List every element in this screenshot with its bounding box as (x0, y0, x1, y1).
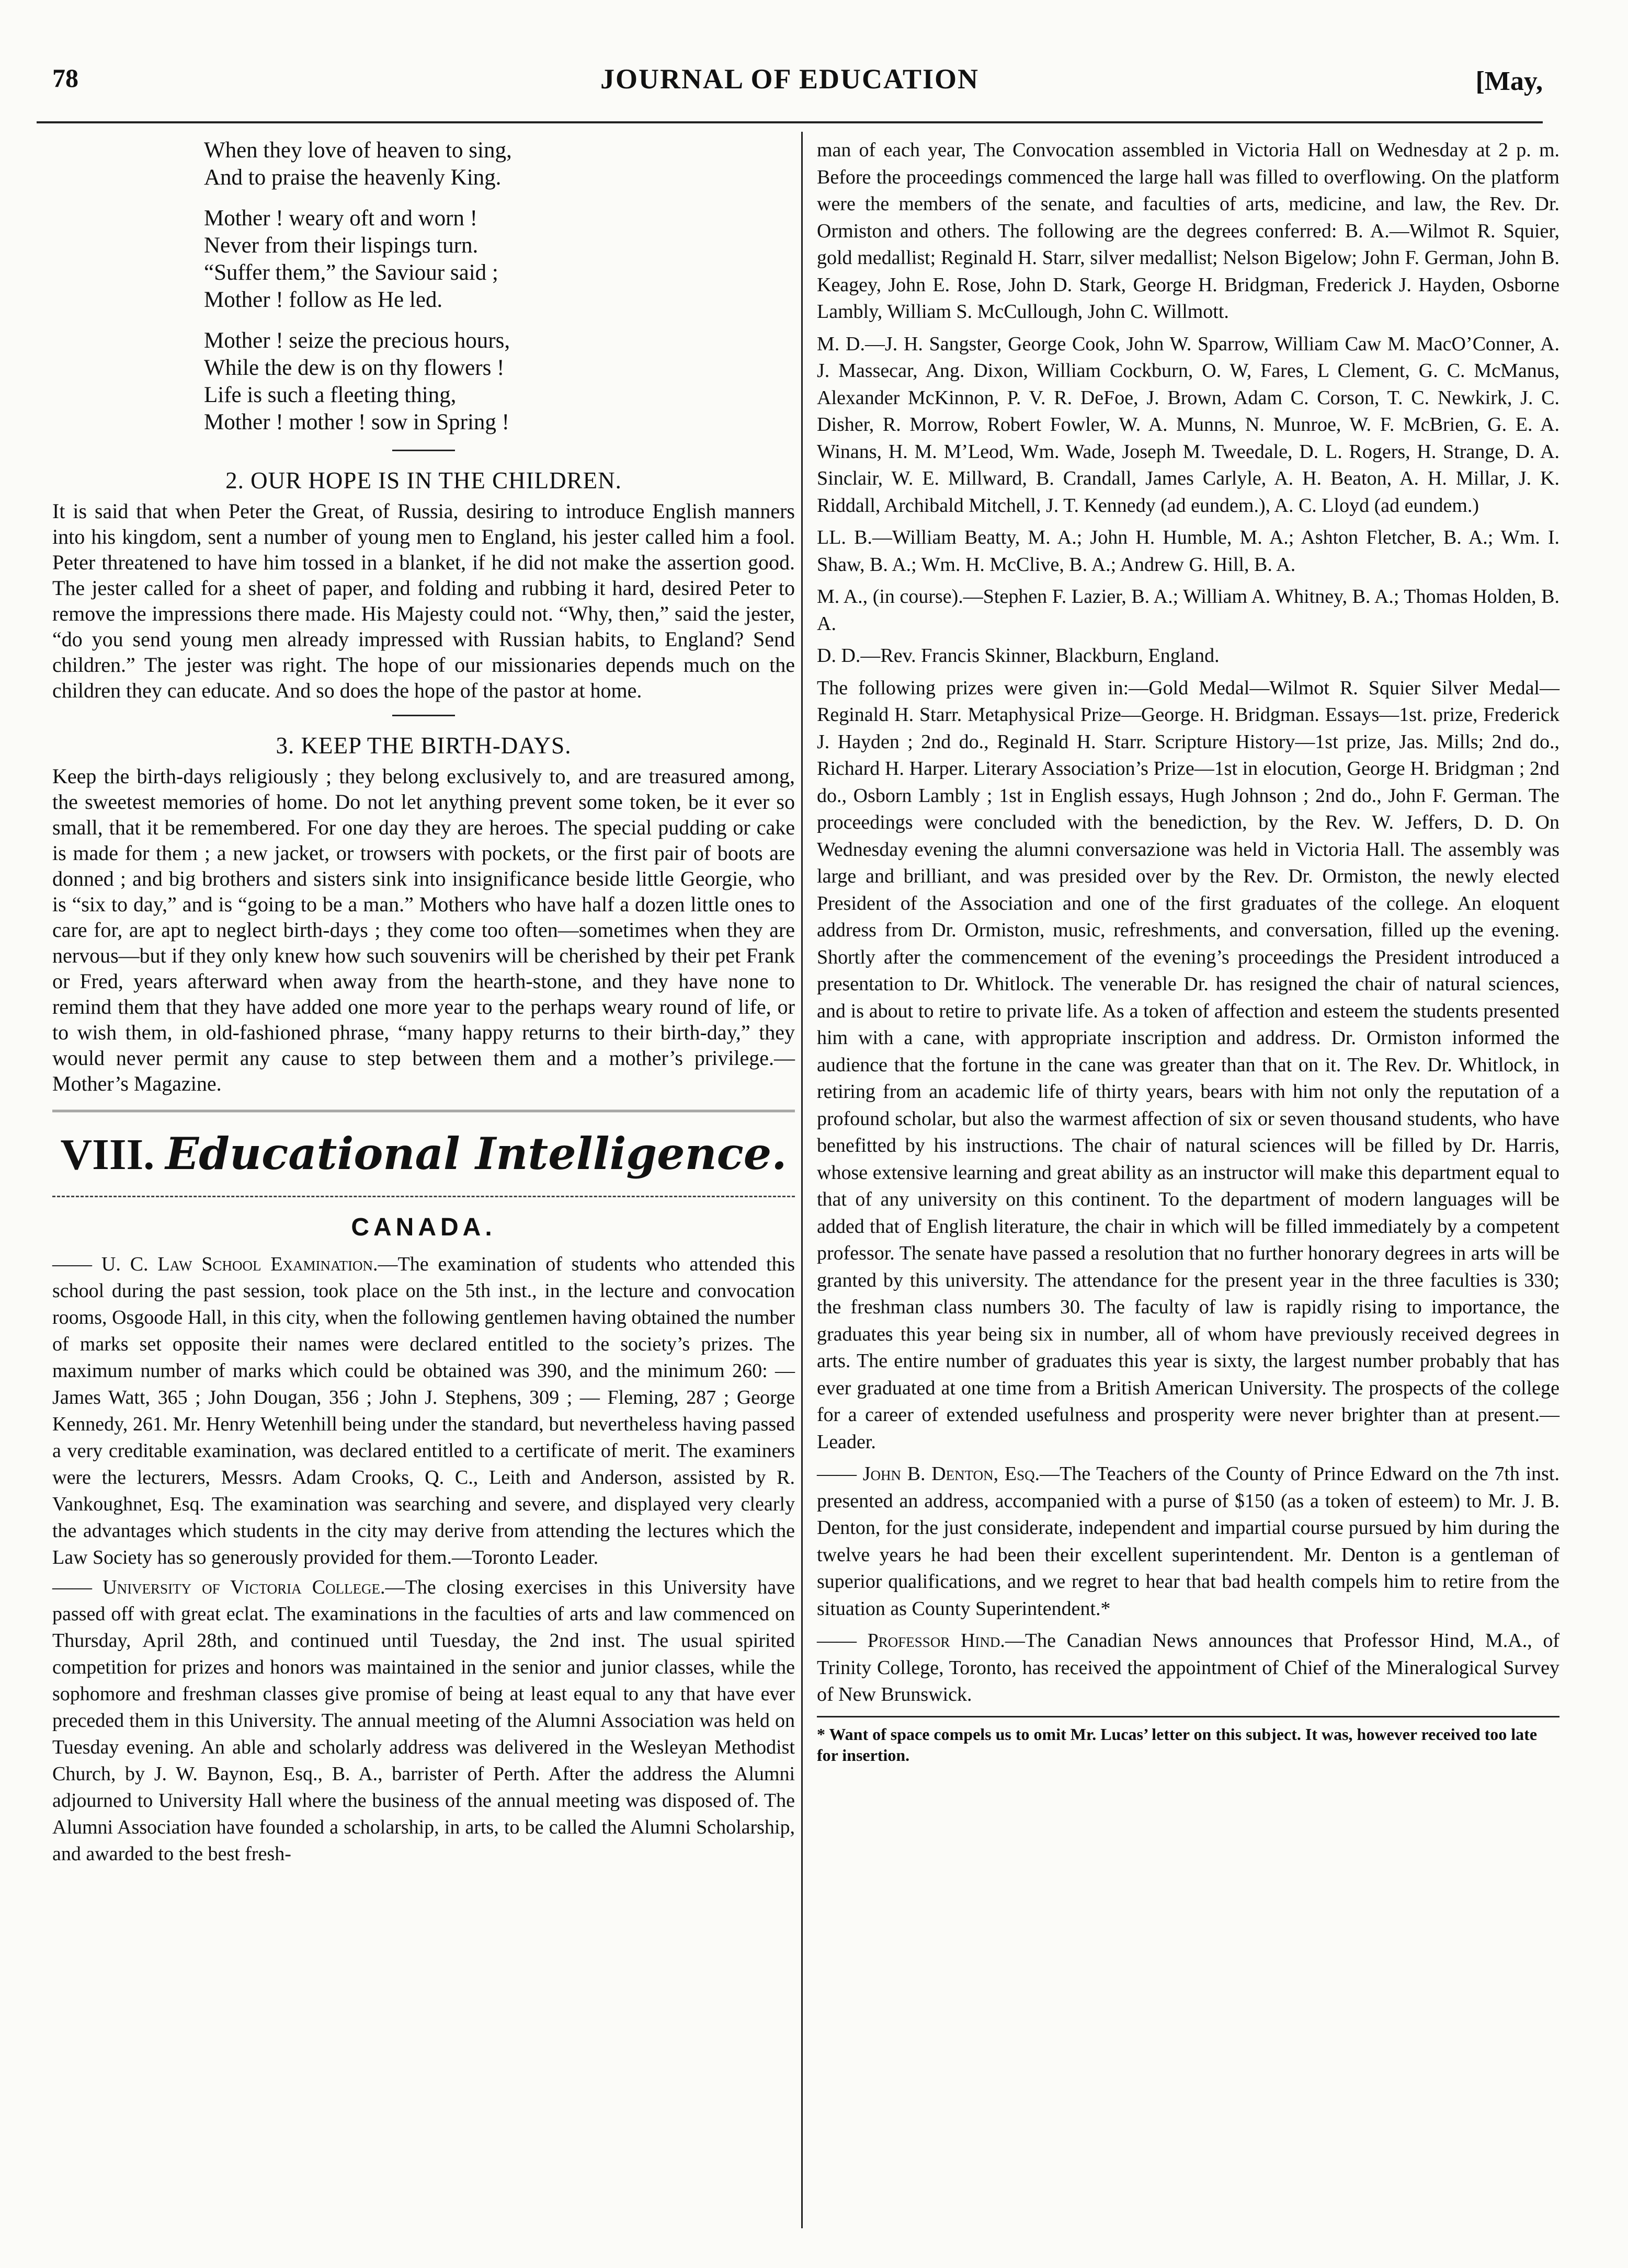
section-2-text: It is said that when Peter the Great, of Russia, desiring to introduce English manners into his kingdom, sent a number of young men to England, his jester called him a fool. Peter threatened to have him tossed in a blanket, if he did not make the assertion good. The jester called for a sheet of paper, and folding and rubbing it hard, desired Peter to remove the impressions there made. His Majesty could not. “Why, then,” said the jester, “do you send young men already impressed with Russian habits, to England? Send children.” The jester was right. The hope of our missionaries depends much on the children they can educate. And so does the hope of the pastor at home. (52, 499, 795, 702)
right-column (817, 137, 1559, 1766)
column-rule (801, 132, 803, 2228)
footnote: * Want of space compels us to omit Mr. Lucas’ letter on this subject. It was, however received too late for insertion. (817, 1724, 1538, 1765)
section-8-title (52, 1128, 795, 1180)
denton-text: —The Teachers of the County of Prince Edward on the 7th inst. presented an address, accompanied with a purse of $150 (as a token of esteem) to Mr. J. B. Denton, for the just considerate, independent and impartial course pursued by him during the twelve years he had been their excellent superintendent. Mr. Denton is a gentleman of superior qualifications, and we regret to hear that bad health compels him to retire from the situation as County Superintendent.* (817, 1463, 1559, 1620)
poem-line: Mother ! seize the precious hours, (204, 328, 510, 353)
ma-degrees: M. A., (in course).—Stephen F. Lazier, B. A.; William A. Whitney, B. A.; Thomas Holden, B. A. (817, 586, 1559, 635)
section-divider (392, 450, 455, 451)
section-divider (392, 715, 455, 716)
section-8-number: VIII. (60, 1130, 155, 1179)
poem-stanza-1 (52, 137, 795, 191)
hind-text: —The Canadian News announces that Professor Hind, M.A., of Trinity College, Toronto, has received the appointment of Chief of the Mineralogical Survey of New Brunswick. (817, 1630, 1559, 1705)
poem-stanza-3 (52, 327, 795, 436)
canada-subhead: CANADA. (351, 1213, 496, 1241)
poem-line: While the dew is on thy flowers ! (204, 356, 505, 380)
section-2-body (52, 498, 795, 703)
poem-line: Never from their lispings turn. (204, 233, 479, 258)
poem-stanza-2 (52, 205, 795, 314)
victoria-text: —The closing exercises in this University have passed off with great eclat. The examinations in the faculties of arts and law commenced on Thursday, April 28th, and continued until Tuesday, the 2nd inst. The usual spirited competition for prizes and honors was maintained in the senior and junior classes, while the sophomore and freshman classes give promise of being at least equal to any that have ever preceded them in this University. The annual meeting of the Alumni Association was held on Tuesday evening. An able and scholarly address was delivered in the Wesleyan Methodist Church, by J. W. Baynon, Esq., B. A., barrister of Perth. After the address the Alumni adjourned to University Hall where the business of the annual meeting was disposed of. The Alumni Association have founded a scholarship, in arts, to be called the Alumni Scholarship, and awarded to the best fresh- (52, 1576, 795, 1865)
law-school-text: —The examination of students who attended this school during the past session, took place on the 5th inst., in the lecture and convocation rooms, Osgoode Hall, in this city, when the following gentlemen having obtained the number of marks set opposite their names were declared entitled to the society’s prizes. The maximum number of marks which could be obtained was 390, and the minimum 260: —James Watt, 365 ; John Dougan, 356 ; John J. Stephens, 309 ; — Fleming, 287 ; George Kennedy, 261. Mr. Henry Wetenhill being under the standard, but nevertheless having passed a very creditable examination, was declared entitled to a certificate of merit. The examiners were the lecturers, Messrs. Adam Crooks, Q. C., Leith and Anderson, assisted by R. Vankoughnet, Esq. The examination was searching and severe, and displayed very clearly the advantages which students in the city may derive from attending the lectures which the Law Society has so generously provided for them.—Toronto Leader. (52, 1253, 795, 1568)
poem-line: “Suffer them,” the Saviour said ; (204, 260, 498, 285)
section-3-body (52, 763, 795, 1096)
poem-line: Mother ! weary oft and worn ! (204, 206, 477, 231)
section-3-text: Keep the birth-days religiously ; they belong exclusively to, and are treasured among, the sweetest memories of home. Do not let anything prevent some token, be it ever so small, that it be remembered. For one day they are heroes. The special pudding or cake is made for them ; a new jacket, or trowsers with pockets, or the first pair of boots are donned ; and big brothers and sisters sink into insignificance beside little Georgie, who is “six to day,” and is “going to be a man.” Mothers who have half a dozen little ones to care for, are apt to neglect birth-days ; they come too often—sometimes when they are nervous—but if they only knew how such souvenirs will be cherished by their pet Frank or Fred, years afterward when away from the hearth-stone, and they have none to remind them that they have added one more year to the perhaps weary round of life, or to wish them, in old-fashioned phrase, “many happy returns to their birth-day,” they would never permit any cause to step between them and a mother’s privilege.—Mother’s Magazine. (52, 764, 795, 1095)
law-school-item (52, 1251, 795, 1571)
page-header (37, 63, 1543, 110)
running-title: JOURNAL OF EDUCATION (600, 63, 980, 95)
poem-line: Life is such a fleeting thing, (204, 383, 457, 407)
right-news (817, 137, 1559, 1709)
law-school-lead: —— U. C. Law School Examination. (52, 1253, 378, 1275)
dd-degrees: D. D.—Rev. Francis Skinner, Blackburn, England. (817, 645, 1220, 667)
convocation-paragraph: man of each year, The Convocation assembled in Victoria Hall on Wednesday at 2 p. m. Before the proceedings commenced the large hall was filled to overflowing. On the platform were the members of the senate, and faculties of arts, medicine, and law, the Rev. Dr. Ormiston and others. The following are the degrees conferred: B. A.—Wilmot R. Squier, gold medallist; Reginald H. Starr, silver medallist; Nelson Bigelow; John F. German, John B. Keagey, John E. Rose, John D. Stark, George H. Bridgman, Frederick J. Hayden, Osborne Lambly, William S. McCullough, John C. Willmott. (817, 139, 1559, 323)
section-2-heading: 2. OUR HOPE IS IN THE CHILDREN. (225, 467, 622, 494)
chapter-rule (52, 1110, 795, 1112)
md-degrees: M. D.—J. H. Sangster, George Cook, John W. Sparrow, William Caw M. MacO’Conner, A. J. Massecar, Ang. Dixon, William Cockburn, O. W, Fares, L Clement, G. C. McManus, Alexander McKinnon, P. V. R. DeFoe, J. Brown, Adam C. Corson, T. C. Newkirk, J. C. Disher, R. Morrow, Robert Fowler, W. A. Munns, N. Munroe, W. F. McBrien, G. E. A. Winans, H. M. M’Leod, Wm. Wade, Joseph M. Tweedale, D. L. Rogers, H. Strange, D. A. Sinclair, W. E. Millward, B. Crandall, James Carlyle, A. H. Beaton, A. H. Millar, J. K. Riddall, Archibald Mitchell, J. T. Kennedy (ad eundem.), A. C. Lloyd (ad eundem.) (817, 333, 1559, 517)
poem-line: Mother ! mother ! sow in Spring ! (204, 410, 510, 434)
running-month: [May, (1475, 66, 1543, 96)
left-column (52, 137, 795, 1871)
hind-lead: —— Professor Hind. (817, 1630, 1005, 1652)
victoria-item (52, 1574, 795, 1868)
denton-item (817, 1461, 1559, 1622)
prizes-paragraph: The following prizes were given in:—Gold Medal—Wilmot R. Squier Silver Medal—Reginald H. Starr. Metaphysical Prize—George. H. Bridgman. Essays—1st. prize, Frederick J. Hayden ; 2nd do., Reginald H. Starr. Scripture History—1st prize, Jas. Mills; 2nd do., Richard H. Harper. Literary Association’s Prize—1st in elocution, George H. Bridgman ; 2nd do., Osborn Lambly ; 1st in English essays, Hugh Johnson ; 2nd do., John F. German. The proceedings were concluded with the benediction, by the Rev. W. Jeffers, D. D. On Wednesday evening the alumni conversazione was held in Victoria Hall. The assembly was large and brilliant, and was presided over by the Rev. Dr. Ormiston, the newly elected President of the Association and one of the first graduates of the college. An eloquent address from Dr. Ormiston, music, refreshments, and conversation, filled up the evening. Shortly after the commencement of the evening’s proceedings the President introduced a presentation to Dr. Whitlock. The venerable Dr. has resigned the chair of natural sciences, and is about to retire to private life. As a token of affection and esteem the students presented him with a cane, with appropriate inscription and address. Dr. Ormiston informed the audience that the fortune in the cane was greater than that on it. The Rev. Dr. Whitlock, in retiring from an academic life of thirty years, bears with him not only the reputation of a profound scholar, but also the warmest affection of six or seven thousand students, who have benefitted by his instructions. The chair of natural sciences will be filled by Dr. Harris, whose extensive learning and great ability as an instructor will make this department equal to that of any university on this continent. To the department of modern languages will be added that of English literature, the chair in which will be filled immediately by a competent professor. The senate have passed a resolution that no further honorary degrees in arts will be granted by this university. The attendance for the present year in the three faculties is 330; the freshman class numbers 30. The faculty of law is rapidly rising to importance, the graduates this year being six in number, all of whom have previously received degrees in arts. The entire number of graduates this year is sixty, the largest number probably that has ever graduated at one time from a British American University. The prospects of the college for a career of extended usefulness and prosperity were never brighter than at present.—Leader. (817, 677, 1559, 1453)
llb-degrees: LL. B.—William Beatty, M. A.; John H. Humble, M. A.; Ashton Fletcher, B. A.; Wm. I. Shaw, B. A.; Wm. H. McClive, B. A.; Andrew G. Hill, B. A. (817, 526, 1559, 576)
victoria-lead: —— University of Victoria College. (52, 1576, 385, 1598)
poem (52, 137, 795, 436)
header-rule (37, 121, 1543, 123)
section-3-heading: 3. KEEP THE BIRTH-DAYS. (276, 732, 572, 759)
left-news (52, 1251, 795, 1868)
section-8-name: Educational Intelligence. (165, 1128, 787, 1179)
footnote-rule (817, 1716, 1559, 1717)
poem-line: And to praise the heavenly King. (204, 165, 502, 190)
poem-line: Mother ! follow as He led. (204, 288, 443, 312)
wavy-rule (52, 1190, 795, 1197)
poem-line: When they love of heaven to sing, (204, 138, 512, 163)
page-number: 78 (52, 63, 78, 93)
denton-lead: —— John B. Denton, Esq. (817, 1463, 1040, 1485)
hind-item (817, 1628, 1559, 1709)
